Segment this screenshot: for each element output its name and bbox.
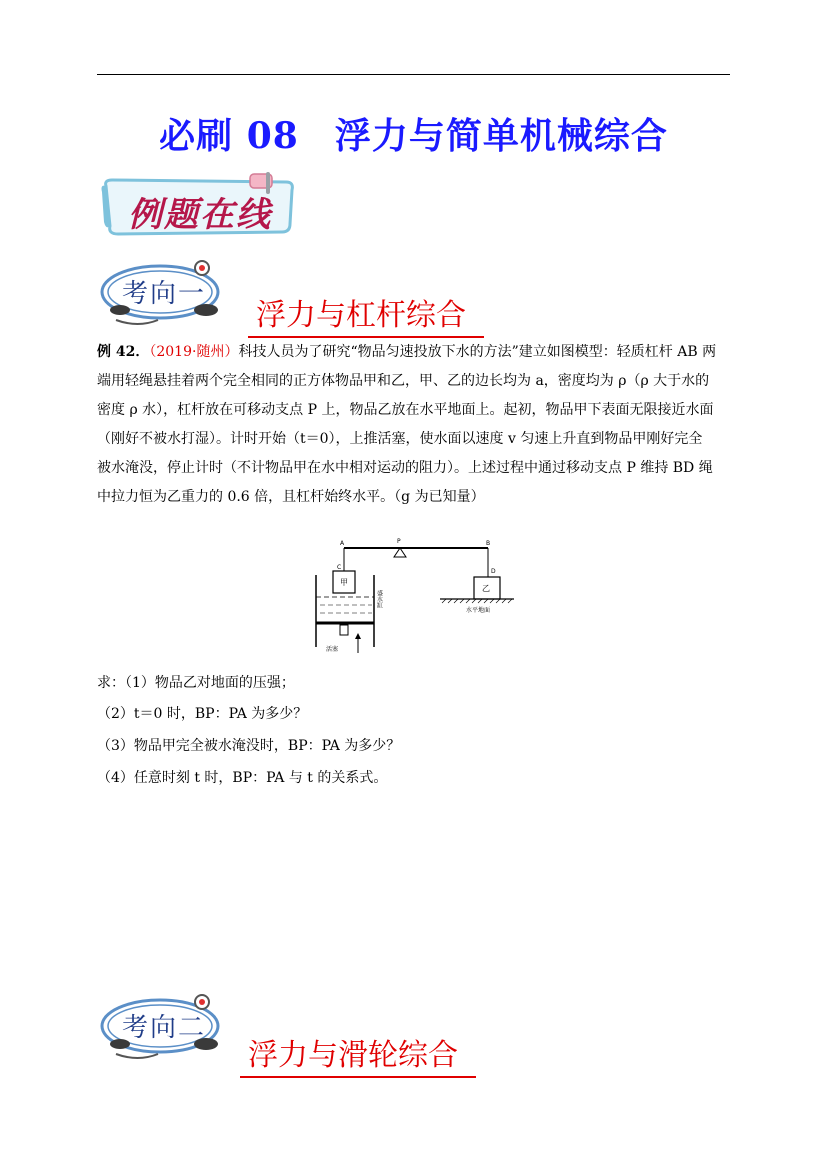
- example-line-6: 中拉力恒为乙重力的 0.6 倍，且杠杆始终水平。（g 为已知量）: [97, 489, 485, 505]
- piston-label: 活塞: [326, 646, 339, 653]
- label-b: B: [486, 540, 491, 547]
- section1-title: 浮力与杠杆综合: [248, 290, 484, 338]
- title-prefix: 必刷 08: [159, 115, 299, 157]
- example-source: （2019·随州）: [149, 344, 239, 360]
- block-jia-label: 甲: [340, 578, 348, 587]
- arrow-up-icon: [355, 633, 361, 639]
- example-line-1: 例 42．（2019·随州）科技人员为了研究“物品匀速投放下水的方法”建立如图模型：轻质杠杆 AB 两: [97, 344, 717, 360]
- title-main: 浮力与简单机械综合: [334, 115, 668, 157]
- section1-badge: [98, 258, 228, 330]
- example-label: 例 42．: [97, 344, 150, 360]
- block-yi-label: 乙: [482, 584, 490, 593]
- label-d: D: [491, 568, 496, 575]
- lever-diagram: [300, 535, 540, 655]
- section1-badge-text: 考向一: [122, 279, 207, 309]
- page-title: [0, 108, 827, 159]
- example-banner: [100, 172, 300, 242]
- label-p: P: [397, 538, 401, 545]
- tank-label: 盛水缸: [375, 590, 383, 608]
- label-c: C: [337, 564, 342, 571]
- question-3: （3）物品甲完全被水淹没时，BP：PA 为多少？: [97, 738, 401, 754]
- example-line-5: 被水淹没，停止计时（不计物品甲在水中相对运动的阻力）。上述过程中通过移动支点 P 维持 BD 绳: [97, 460, 713, 476]
- question-2: （2）t＝0 时，BP：PA 为多少？: [97, 706, 308, 722]
- question-4: （4）任意时刻 t 时，BP：PA 与 t 的关系式。: [97, 770, 388, 786]
- question-1: 求：（1）物品乙对地面的压强；: [97, 675, 295, 691]
- section2-badge-text: 考向二: [122, 1013, 207, 1043]
- example-line-4: （刚好不被水打湿）。计时开始（t＝0），上推活塞，使水面以速度 v 匀速上升直到物品甲刚好完全: [97, 431, 703, 447]
- label-a: A: [340, 540, 345, 547]
- ground-label: 水平地面: [466, 607, 491, 614]
- pivot-icon: [394, 548, 406, 557]
- header-rule: [97, 74, 730, 75]
- example-line-2: 端用轻绳悬挂着两个完全相同的正方体物品甲和乙，甲、乙的边长均为 a，密度均为 ρ（ρ 大于水的: [97, 373, 710, 389]
- piston-rod: [340, 625, 348, 635]
- banner-text: 例题在线: [128, 195, 272, 235]
- section2-title: 浮力与滑轮综合: [240, 1030, 476, 1078]
- example-paragraph: [97, 338, 733, 512]
- section2-badge: [98, 992, 228, 1064]
- example-line-3: 密度 ρ 水），杠杆放在可移动支点 P 上，物品乙放在水平地面上。起初，物品甲下表面无限接近水面: [97, 402, 714, 418]
